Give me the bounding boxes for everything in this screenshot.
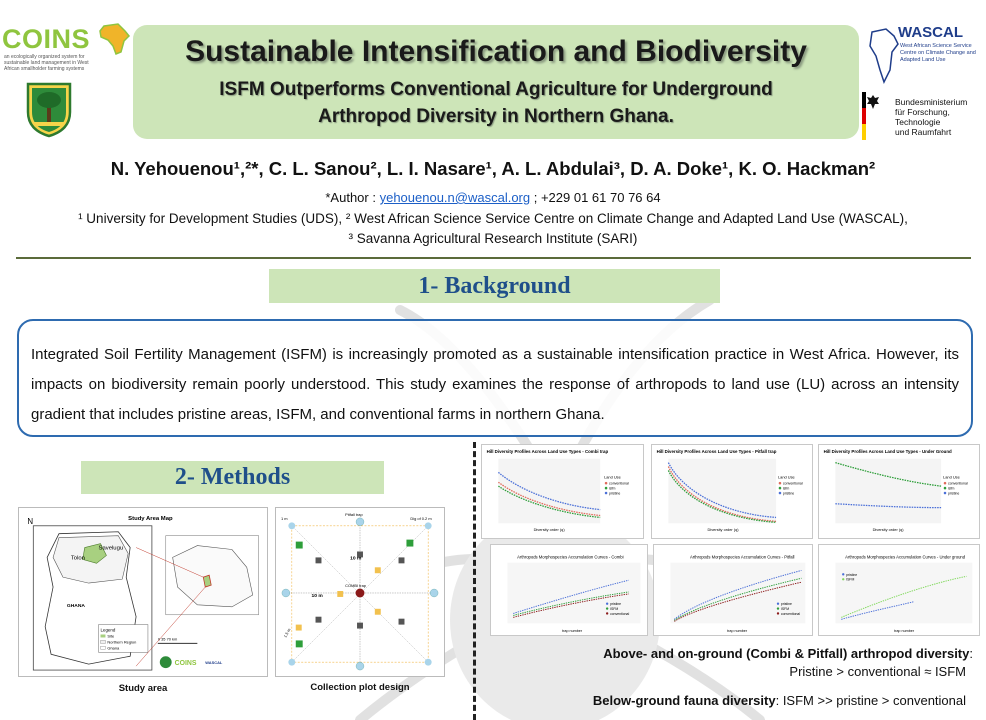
result-summary-colon: : <box>969 646 973 661</box>
plot-label-pitfall: Pitfall trap <box>345 511 363 517</box>
plot-label-1-5m: 1.5 m <box>282 627 292 639</box>
collection-plot-diagram <box>275 507 445 677</box>
acc-xlabel: trap number <box>562 629 583 634</box>
hill-legend-title: Land Use <box>778 474 795 480</box>
contact-prefix: *Author : <box>325 190 376 205</box>
plot-label-combi: COMBI trap <box>345 583 366 589</box>
north-arrow-icon: N <box>27 516 34 526</box>
methods-heading: 2- Methods <box>81 461 384 494</box>
map-legend-item: Site <box>107 633 115 639</box>
map-label-tolon: Tolon <box>70 555 85 562</box>
plot-label-10m-a: 10 m <box>350 556 362 562</box>
hill-legend-item: isfm <box>947 486 955 491</box>
acc-legend-item: conventional <box>780 611 801 616</box>
result-summary-below-ground <box>480 693 966 708</box>
bmbf-line: Bundesministerium <box>895 97 968 107</box>
acc-legend-item: ISFM <box>610 607 619 612</box>
plot-label-dig: Dig of 0.2 m <box>410 515 432 521</box>
author-list: N. Yehouenou¹,²*, C. L. Sanou², L. I. Nasare¹, A. L. Abdulai³, D. A. Doke¹, K. O. Hackman² <box>110 158 876 179</box>
affiliation-line-2: ³ Savanna Agricultural Research Institute (SARI) <box>348 231 638 246</box>
background-heading: 1- Background <box>269 269 720 303</box>
hill-legend-item: isfm <box>782 486 790 491</box>
acc-pitfall-title: Arthropods Morphospecies Accumulation Curves - Pitfall <box>689 554 795 560</box>
hill-profile-combi-figure <box>481 444 644 539</box>
plot-design-caption: Collection plot design <box>310 682 410 693</box>
map-scale-bar: 0 35 70 km <box>157 636 178 642</box>
result-summary-below-ground-title: Below-ground fauna diversity <box>592 693 776 708</box>
map-legend-item: Ghana <box>107 645 120 651</box>
bmbf-line: für Forschung, Technologie <box>895 107 950 127</box>
wascal-logo-text: WASCAL <box>898 24 963 41</box>
map-label-savelugu: Savelugu <box>98 545 124 552</box>
map-legend-title: Legend <box>100 627 116 633</box>
hill-underground-title: Hill Diversity Profiles Across Land Use Types - Under Ground <box>823 448 952 454</box>
hill-legend-item: conventional <box>782 481 803 486</box>
acc-legend-item: conventional <box>610 611 630 616</box>
bmbf-logo-text <box>895 97 986 137</box>
eagle-icon <box>866 94 880 110</box>
acc-underground-title: Arthropods Morphospecies Accumulation Curves - Under ground <box>845 554 966 560</box>
bmbf-line: und Raumfahrt <box>895 127 952 137</box>
coins-mini-logo: COINS <box>174 660 197 668</box>
study-area-caption: Study area <box>118 683 168 694</box>
result-summary-below-ground-ranking: : ISFM >> pristine > conventional <box>775 693 966 708</box>
affiliation-line-1: ¹ University for Development Studies (UDS), ² West African Science Service Centre on Climate Change and Adapted Land Use (WASCAL), <box>78 211 908 226</box>
email-link[interactable]: yehouenou.n@wascal.org <box>379 190 531 205</box>
hill-pitfall-title: Hill Diversity Profiles Across Land Use Types - Pitfall trap <box>656 448 777 454</box>
plot-label-10m-b: 10 m <box>311 593 323 599</box>
coins-logo-tagline: an ecologically organized system for sustainable land management in West African smallholder farming systems <box>4 54 89 72</box>
result-summary-above-ground-ranking: Pristine > conventional ≈ ISFM <box>789 664 966 679</box>
west-africa-map-icon <box>868 26 900 84</box>
hill-combi-title: Hill Diversity Profiles Across Land Use Types - Combi trap <box>486 448 609 454</box>
coins-logo-text: COINS <box>2 24 91 54</box>
hill-legend-item: conventional <box>947 481 968 486</box>
hill-xlabel: Diversity order (q) <box>707 527 739 533</box>
poster-subtitle-line-1: ISFM Outperforms Conventional Agriculture for Underground <box>219 79 773 100</box>
hill-legend-title: Land Use <box>943 474 960 480</box>
hill-legend-item: pristine <box>947 491 960 496</box>
africa-map-icon <box>98 22 132 56</box>
acc-xlabel: trap number <box>727 629 748 634</box>
wascal-logo-tagline: West African Science Service Centre on Climate Change and Adapted Land Use <box>900 43 976 63</box>
hill-profile-pitfall-figure <box>651 444 813 539</box>
background-panel <box>17 319 973 437</box>
map-legend-item: Northern Region <box>107 639 137 645</box>
accumulation-combi-figure <box>490 544 648 636</box>
acc-xlabel: trap number <box>894 629 915 634</box>
wascal-mini-logo: WASCAL <box>205 660 223 666</box>
study-area-map <box>18 507 268 677</box>
acc-legend-item: pristine <box>780 602 792 607</box>
plot-label-1m: 1 m <box>280 515 288 521</box>
contact-phone: ; +229 01 61 70 76 64 <box>533 190 661 205</box>
title-banner <box>133 25 859 139</box>
bmbf-logo <box>862 92 986 144</box>
accumulation-underground-figure <box>818 544 980 636</box>
poster-title: Sustainable Intensification and Biodiversity <box>185 35 807 68</box>
hill-legend-item: pristine <box>782 491 795 496</box>
background-text: Integrated Soil Fertility Management (ISFM) is increasingly promoted as a sustainable intensification practice in West Africa. However, its impacts on biodiversity remain poorly understood. This study examines the response of arthropods to land use (LU) across an intensity gradient that includes pristine areas, ISFM, and conventional farms in northern Ghana. <box>31 346 959 423</box>
contact-line <box>0 190 986 205</box>
uds-crest-icon <box>20 80 78 138</box>
poster-subtitle-line-2: Arthropod Diversity in Northern Ghana. <box>318 106 674 127</box>
map-title: Study Area Map <box>128 515 173 522</box>
map-label-ghana: GHANA <box>66 603 86 609</box>
wascal-logo <box>866 24 982 86</box>
accumulation-pitfall-figure <box>653 544 813 636</box>
hill-legend-item: conventional <box>609 481 629 486</box>
header-divider <box>16 257 971 259</box>
partner-logos-strip <box>160 656 223 668</box>
result-summary-above-ground-label <box>480 646 973 661</box>
hill-legend-item: pristine <box>609 491 621 496</box>
hill-legend-title: Land Use <box>604 474 621 480</box>
hill-xlabel: Diversity order (q) <box>533 527 565 533</box>
acc-legend-item: pristine <box>846 572 858 577</box>
hill-xlabel: Diversity order (q) <box>872 527 904 533</box>
acc-legend-item: ISFM <box>780 607 790 612</box>
hill-profile-underground-figure <box>818 444 980 539</box>
acc-combi-title: Arthropods Morphospecies Accumulation Curves - Combi <box>517 554 624 560</box>
result-summary-above-ground-title: Above- and on-ground (Combi & Pitfall) arthropod diversity <box>603 646 970 661</box>
hill-legend-item: isfm <box>609 486 616 491</box>
section-separator <box>473 442 476 720</box>
acc-legend-item: pristine <box>610 602 622 607</box>
acc-legend-item: ISFM <box>846 577 855 582</box>
coins-logo <box>2 20 132 72</box>
